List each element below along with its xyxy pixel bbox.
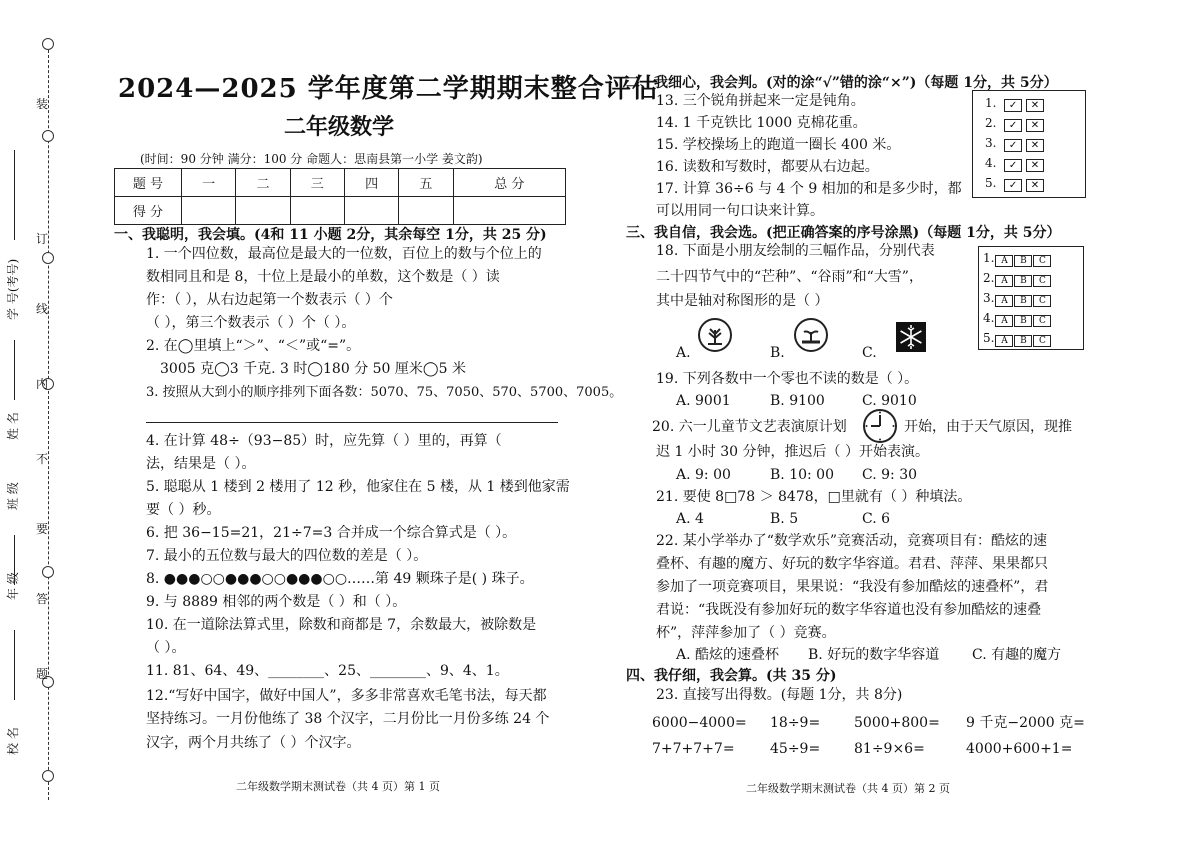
grade-label: 年 级 — [6, 572, 20, 600]
class-label: 班 级 — [6, 482, 20, 510]
option-c-bubble[interactable]: C — [1033, 275, 1051, 287]
q10-line: 10. 在一道除法算式里，除数和商都是 7，余数最大，被除数是 — [146, 617, 537, 633]
q23-line: 23. 直接写出得数。(每题 1分，共 8分) — [656, 687, 903, 703]
score-header-cell: 五 — [399, 169, 453, 197]
q5-line: 5. 聪聪从 1 楼到 2 楼用了 12 秒，他家住在 5 楼，从 1 楼到他家需 — [146, 479, 570, 495]
q22-option-c: C. 有趣的魔方 — [972, 647, 1062, 663]
q15-line: 15. 学校操场上的跑道一圈长 400 米。 — [656, 137, 901, 153]
q21-option-b: B. 5 — [770, 511, 799, 527]
q19-line: 19. 下列各数中一个零也不读的数是（ ）。 — [656, 371, 919, 387]
name-blank[interactable] — [14, 340, 15, 400]
q18-line: 其中是轴对称图形的是（ ） — [656, 293, 829, 309]
score-header-cell: 二 — [236, 169, 290, 197]
check-mark-icon[interactable]: ✓ — [1004, 119, 1022, 132]
binding-hole — [42, 770, 54, 782]
q1-line: 作：（ ），从右边起第一个数表示（ ）个 — [146, 292, 393, 308]
page-footer-1: 二年级数学期末测试卷（共 4 页）第 1 页 — [236, 780, 440, 793]
q1-line: 数相同且和是 8，十位上是最小的单数，这个数是（ ）读 — [146, 269, 500, 285]
binding-hole — [42, 38, 54, 50]
cross-mark-icon[interactable]: ✕ — [1026, 99, 1044, 112]
section-1-heading: 一、我聪明，我会填。(4和 11 小题 2分，其余每空 1分，共 25 分) — [114, 227, 547, 243]
score-cell[interactable] — [399, 197, 453, 225]
q5-line: 要（ ）秒。 — [146, 502, 221, 518]
q18-line: 二十四节气中的“芒种”、“谷雨”和“大雪”， — [656, 269, 923, 285]
judge-answer-box — [972, 90, 1086, 198]
option-c-bubble[interactable]: C — [1033, 335, 1051, 347]
exam-subtitle: 二年级数学 — [284, 114, 395, 140]
q12-line: 汉字，两个月共练了（ ）个汉字。 — [146, 735, 361, 751]
q22-option-b: B. 好玩的数字华容道 — [808, 647, 940, 663]
q4-line: 4. 在计算 48÷（93−85）时，应先算（ ）里的，再算（ — [146, 433, 502, 449]
cross-mark-icon[interactable]: ✕ — [1026, 179, 1044, 192]
calc-item: 5000+800= — [854, 715, 940, 731]
clock-icon — [862, 408, 898, 444]
q22-line: 叠杯、有趣的魔方、好玩的数字华容道。君君、萍萍、果果都只 — [656, 556, 1048, 572]
binding-word: 线 — [36, 302, 49, 316]
q1-line: 1. 一个四位数，最高位是最大的一位数，百位上的数与个位上的 — [146, 246, 542, 262]
option-c-bubble[interactable]: C — [1033, 255, 1051, 267]
q19-option-c: C. 9010 — [862, 393, 917, 409]
grade-blank[interactable] — [14, 535, 15, 585]
binding-hole — [42, 252, 54, 264]
q22-line: 君说：“我既没有参加好玩的数字华容道也没有参加酷炫的速叠 — [656, 602, 1042, 618]
check-mark-icon[interactable]: ✓ — [1004, 139, 1022, 152]
id-blank[interactable] — [14, 150, 15, 240]
check-mark-icon[interactable]: ✓ — [1004, 99, 1022, 112]
q1-line: （ ），第三个数表示（ ）个（ ）。 — [146, 315, 356, 331]
calc-item: 45÷9= — [770, 741, 821, 757]
choice-answer-box — [978, 246, 1084, 350]
binding-word: 装 — [36, 97, 49, 111]
score-header-cell: 总 分 — [453, 169, 565, 197]
option-b-bubble[interactable]: B — [1014, 295, 1032, 307]
score-row-label: 得 分 — [115, 197, 182, 225]
binding-word: 订 — [36, 232, 49, 246]
judge-row-num: 5. — [985, 176, 997, 190]
score-header-cell: 三 — [290, 169, 344, 197]
binding-hole — [42, 566, 54, 578]
exam-title: 2024—2025 学年度第二学期期末整合评估 — [118, 74, 659, 104]
option-b-bubble[interactable]: B — [1014, 255, 1032, 267]
binding-word: 要 — [36, 522, 49, 536]
q10-line: （ ）。 — [146, 640, 186, 656]
guyu-art-icon — [794, 318, 828, 352]
q8-line: 8. ●●●○○●●●○○●●●○○……第 49 颗珠子是( ) 珠子。 — [146, 571, 534, 587]
score-table — [114, 168, 566, 225]
score-cell[interactable] — [290, 197, 344, 225]
section-3-heading: 三、我自信，我会选。(把正确答案的序号涂黑)（每题 1分，共 5分） — [626, 225, 1061, 241]
q20-line: 开始，由于天气原因，现推 — [904, 419, 1072, 435]
judge-row-num: 4. — [985, 156, 997, 170]
q19-option-a: A. 9001 — [676, 393, 731, 409]
option-c-bubble[interactable]: C — [1033, 315, 1051, 327]
choice-row-num: 3. — [983, 291, 995, 305]
q22-option-a: A. 酷炫的速叠杯 — [676, 647, 780, 663]
q4-line: 法，结果是（ ）。 — [146, 456, 256, 472]
q3-line: 3. 按照从大到小的顺序排列下面各数：5070、75、7050、570、5700、7005。 — [146, 385, 623, 400]
judge-row-num: 1. — [985, 96, 997, 110]
q17-line: 17. 计算 36÷6 与 4 个 9 相加的和是多少时，都 — [656, 181, 962, 197]
q22-line: 参加了一项竞赛项目，果果说：“我没有参加酷炫的速叠杯”，君 — [656, 579, 1049, 595]
q21-line: 21. 要使 8□78 ＞ 8478，□里就有（ ）种填法。 — [656, 489, 972, 505]
q22-line: 22. 某小学举办了“数学欢乐”竞赛活动，竞赛项目有：酷炫的速 — [656, 533, 1048, 549]
q12-line: 坚持练习。一月份他练了 38 个汉字，二月份比一月份多练 24 个 — [146, 711, 550, 727]
choice-row-num: 5. — [983, 331, 995, 345]
cross-mark-icon[interactable]: ✕ — [1026, 119, 1044, 132]
q14-line: 14. 1 千克铁比 1000 克棉花重。 — [656, 115, 867, 131]
cross-mark-icon[interactable]: ✕ — [1026, 139, 1044, 152]
judge-row-num: 3. — [985, 136, 997, 150]
student-id-label: 学 号(考号) — [6, 258, 20, 320]
binding-hole — [42, 130, 54, 142]
q18-option-b-label: B. — [770, 345, 785, 361]
option-a-bubble[interactable]: A — [995, 335, 1013, 347]
score-cell[interactable] — [344, 197, 398, 225]
score-header-cell: 一 — [182, 169, 236, 197]
cross-mark-icon[interactable]: ✕ — [1026, 159, 1044, 172]
binding-word: 内 — [36, 377, 49, 391]
q20-option-a: A. 9: 00 — [676, 467, 731, 483]
option-a-bubble[interactable]: A — [995, 295, 1013, 307]
q21-option-c: C. 6 — [862, 511, 891, 527]
q20-option-c: C. 9: 30 — [862, 467, 918, 483]
q12-line: 12.“写好中国字，做好中国人”，多多非常喜欢毛笔书法，每天都 — [146, 688, 547, 704]
choice-row-num: 4. — [983, 311, 995, 325]
option-a-bubble[interactable]: A — [995, 255, 1013, 267]
score-header-cell: 题 号 — [115, 169, 182, 197]
choice-row-num: 2. — [983, 271, 995, 285]
check-mark-icon[interactable]: ✓ — [1004, 179, 1022, 192]
q9-line: 9. 与 8889 相邻的两个数是（ ）和（ ）。 — [146, 594, 407, 610]
option-a-bubble[interactable]: A — [995, 275, 1013, 287]
q16-line: 16. 读数和写数时，都要从右边起。 — [656, 159, 879, 175]
q18-option-c-label: C. — [862, 345, 877, 361]
q18-option-a-label: A. — [676, 345, 691, 361]
calc-item: 6000−4000= — [652, 715, 747, 731]
q13-line: 13. 三个锐角拼起来一定是钝角。 — [656, 93, 865, 109]
q19-option-b: B. 9100 — [770, 393, 825, 409]
option-c-bubble[interactable]: C — [1033, 295, 1051, 307]
q2-items: 3005 克◯3 千克. 3 时◯180 分 50 厘米◯5 米 — [160, 361, 466, 377]
q17-line: 可以用同一句口诀来计算。 — [656, 203, 824, 219]
score-cell[interactable] — [236, 197, 290, 225]
snowflake-icon — [896, 322, 926, 352]
q3-answer-line[interactable] — [146, 422, 558, 423]
option-b-bubble[interactable]: B — [1014, 335, 1032, 347]
page-footer-2: 二年级数学期末测试卷（共 4 页）第 2 页 — [746, 782, 950, 795]
q21-option-a: A. 4 — [676, 511, 704, 527]
q20-line: 迟 1 小时 30 分钟，推迟后（ ）开始表演。 — [656, 444, 929, 460]
option-b-bubble[interactable]: B — [1014, 315, 1032, 327]
calc-item: 9 千克−2000 克= — [966, 715, 1085, 731]
q6-line: 6. 把 36−15=21，21÷7=3 合并成一个综合算式是（ ）。 — [146, 525, 517, 541]
judge-row-num: 2. — [985, 116, 997, 130]
binding-word: 答 — [36, 592, 49, 606]
section-2-heading: 二、我细心，我会判。(对的涂“√”错的涂“×”)（每题 1分，共 5分） — [626, 75, 1058, 91]
mangzhong-art-icon — [698, 318, 732, 352]
q20-line: 20. 六一儿童节文艺表演原计划 — [652, 419, 847, 435]
check-mark-icon[interactable]: ✓ — [1004, 159, 1022, 172]
calc-item: 4000+600+1= — [966, 741, 1073, 757]
score-cell[interactable] — [182, 197, 236, 225]
calc-item: 81÷9×6= — [854, 741, 925, 757]
calc-item: 18÷9= — [770, 715, 821, 731]
option-a-bubble[interactable]: A — [995, 315, 1013, 327]
binding-word: 题 — [36, 667, 49, 681]
score-header-cell: 四 — [344, 169, 398, 197]
calc-item: 7+7+7+7= — [652, 741, 735, 757]
q11-line: 11. 81、64、49、________、25、________、9、4、1。 — [146, 663, 509, 679]
q18-line: 18. 下面是小朋友绘制的三幅作品，分别代表 — [656, 243, 935, 259]
choice-row-num: 1. — [983, 251, 995, 265]
q7-line: 7. 最小的五位数与最大的四位数的差是（ ）。 — [146, 548, 428, 564]
q2-line: 2. 在◯里填上“＞”、“＜”或“=”。 — [146, 338, 361, 354]
section-4-heading: 四、我仔细，我会算。(共 35 分) — [626, 668, 837, 684]
option-b-bubble[interactable]: B — [1014, 275, 1032, 287]
name-label: 姓 名 — [6, 412, 20, 440]
score-cell[interactable] — [453, 197, 565, 225]
school-label: 校 名 — [6, 727, 20, 755]
q22-line: 杯”，萍萍参加了（ ）竞赛。 — [656, 625, 836, 641]
exam-meta: (时间：90 分钟 满分：100 分 命题人：思南县第一小学 姜文韵) — [140, 152, 483, 166]
school-blank[interactable] — [14, 630, 15, 700]
q20-option-b: B. 10: 00 — [770, 467, 834, 483]
binding-word: 不 — [36, 452, 49, 466]
